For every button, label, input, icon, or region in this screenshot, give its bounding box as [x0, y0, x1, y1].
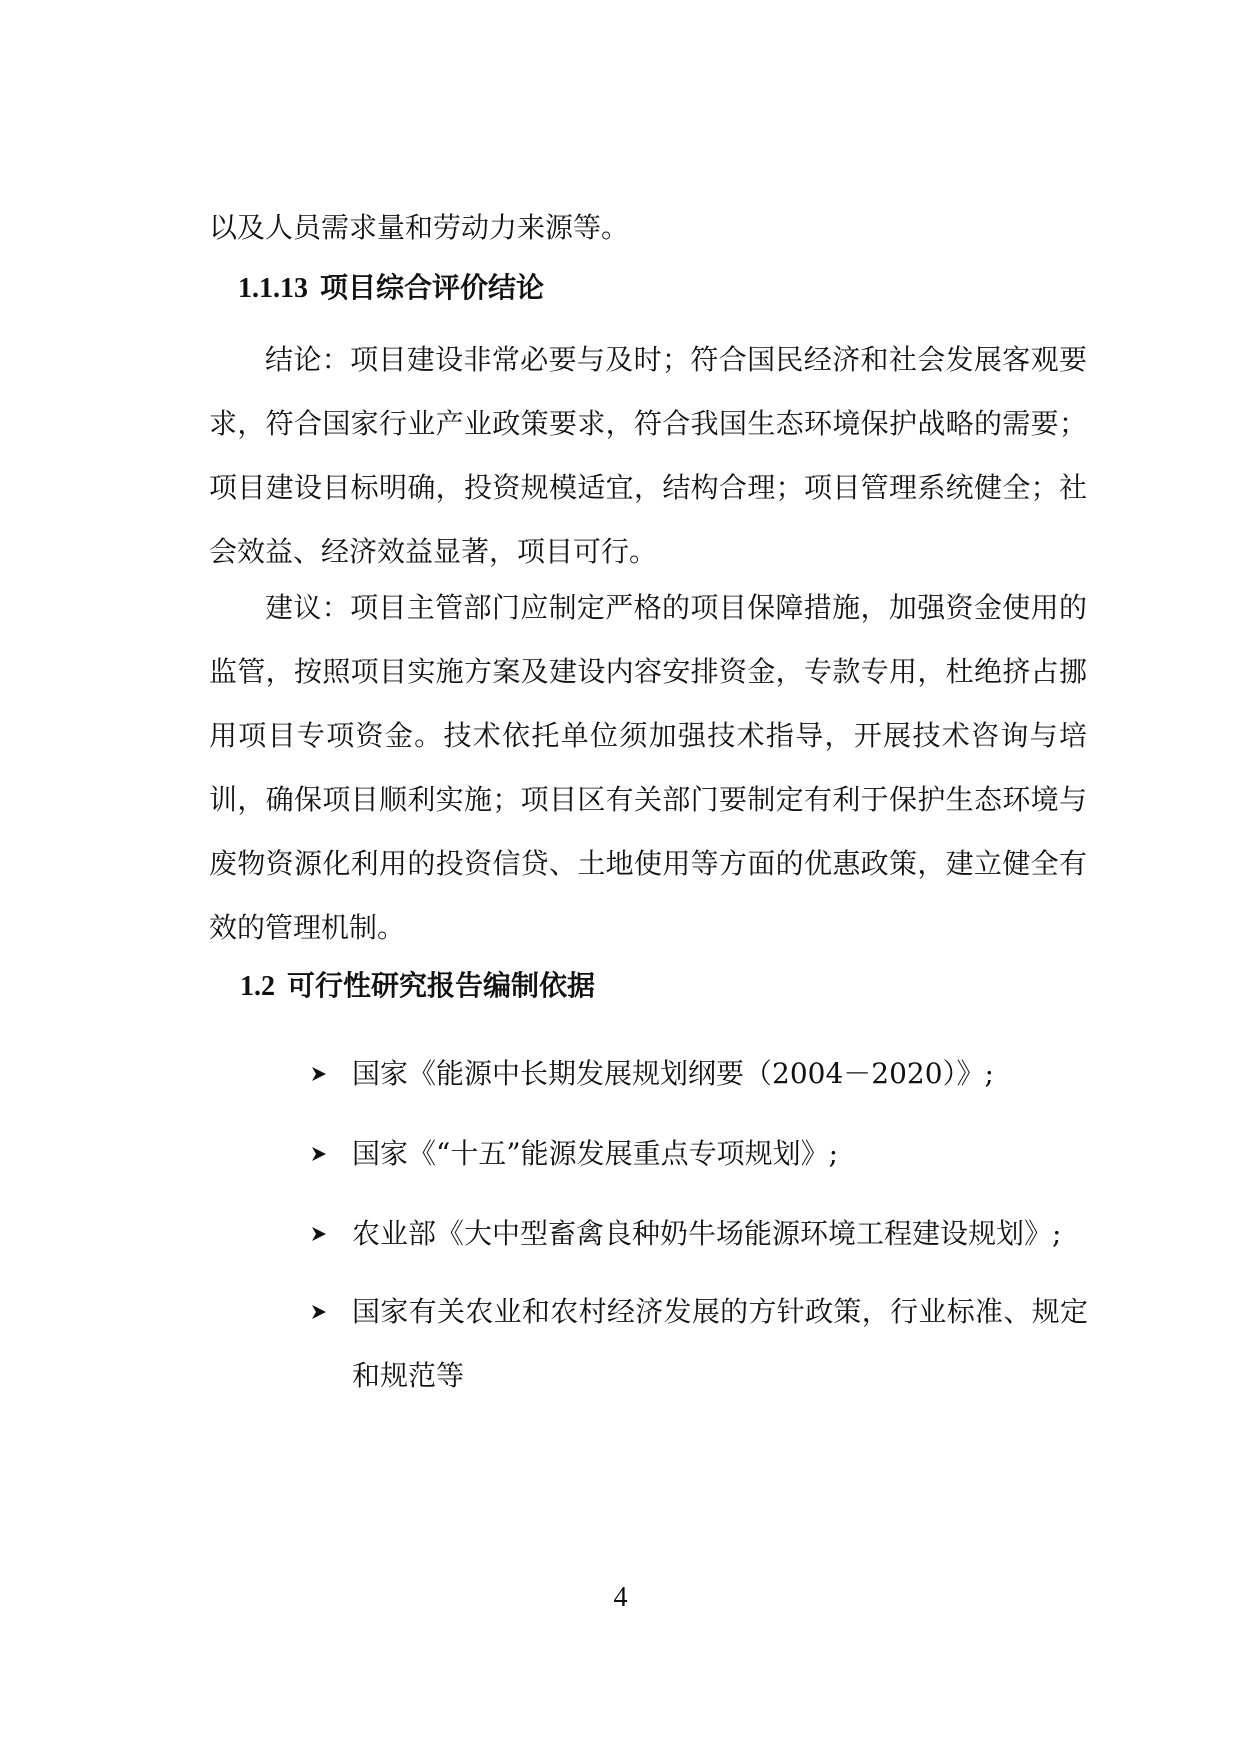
section-number: 1.2	[240, 971, 275, 1002]
section-title: 可行性研究报告编制依据	[287, 969, 596, 1002]
arrowhead-bullet-icon	[308, 1042, 330, 1106]
section-title: 项目综合评价结论	[320, 271, 545, 304]
list-item: 国家《能源中长期发展规划纲要（2004－2020）》;	[308, 1042, 1088, 1106]
page-number: 4	[613, 1582, 628, 1613]
arrowhead-bullet-icon	[308, 1202, 330, 1266]
list-item: 国家有关农业和农村经济发展的方针政策，行业标准、规定和规范等	[308, 1280, 1088, 1408]
list-item: 农业部《大中型畜禽良种奶牛场能源环境工程建设规划》;	[308, 1202, 1088, 1266]
list-item: 国家《“十五”能源发展重点专项规划》;	[308, 1122, 1088, 1186]
conclusion-paragraph: 结论：项目建设非常必要与及时；符合国民经济和社会发展客观要求，符合国家行业产业政策要求，符合我国生态环境保护战略的需要；项目建设目标明确，投资规模适宜，结构合理；项目管理系统健全；社会效益、经济效益显著，项目可行。	[209, 343, 1087, 568]
section-heading-1-1-13	[238, 268, 544, 309]
suggestion-paragraph: 建议：项目主管部门应制定严格的项目保障措施，加强资金使用的监管，按照项目实施方案及建设内容安排资金，专款专用，杜绝挤占挪用项目专项资金。技术依托单位须加强技术指导，开展技术咨询与培训，确保项目顺利实施；项目区有关部门要制定有利于保护生态环境与废物资源化利用的投资信贷、土地使用等方面的优惠政策，建立健全有效的管理机制。	[209, 591, 1087, 944]
section-number: 1.1.13	[238, 273, 308, 304]
arrowhead-bullet-icon	[308, 1280, 330, 1344]
arrowhead-bullet-icon	[308, 1122, 330, 1186]
continuation-paragraph: 以及人员需求量和劳动力来源等。	[209, 211, 630, 244]
section-heading-1-2	[240, 966, 595, 1007]
